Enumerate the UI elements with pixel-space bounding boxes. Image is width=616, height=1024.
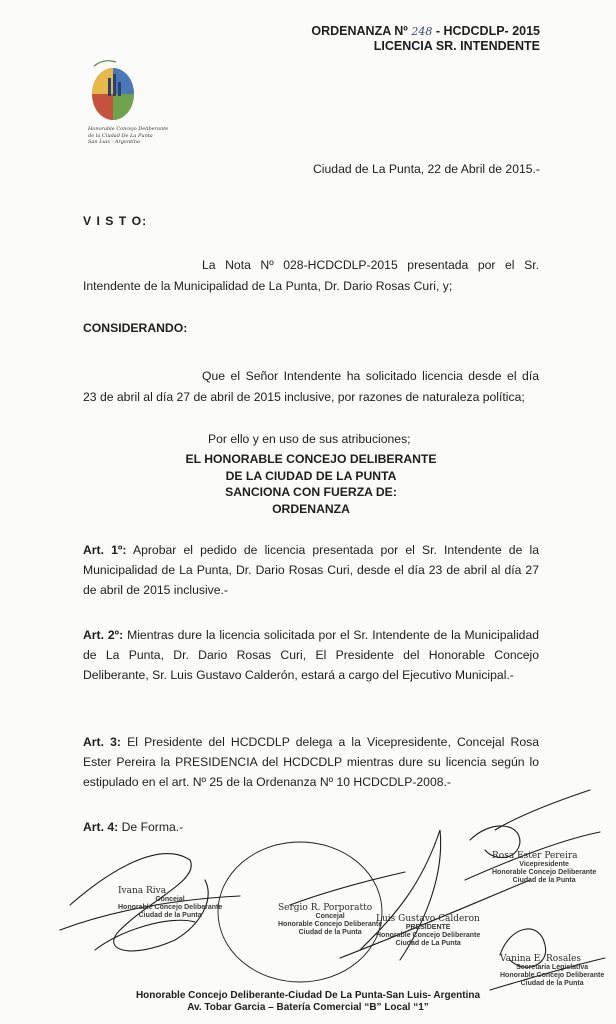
considerando-line-1: Que el Señor Intendente ha solicitado licencia desde el día <box>202 369 539 383</box>
logo-caption: Honorable Concejo Deliberante de la Ciudad De La Punta San Luis - Argentina <box>88 126 169 145</box>
article-label: Art. 3: <box>83 735 121 749</box>
ordinance-prefix: ORDENANZA Nº <box>311 24 408 38</box>
resolution-intro: Por ello y en uso de sus atribuciones; <box>208 432 411 446</box>
article-text: Mientras dure la licencia solicitada por el Sr. Intendente de la Municipalidad de La Punta, Dr. Dario Rosas Curi, El Presidente del Honorable Concejo Deliberante, Sr. Luis Gustavo Calderón, estará a cargo del Ejecutivo Municipal.- <box>83 628 540 682</box>
signature-calderon: Luis Gustavo Calderon PRESIDENTE Honorable Concejo Deliberante Ciudad de La Punta <box>376 914 481 947</box>
resolution-body: EL HONORABLE CONCEJO DELIBERANTE DE LA CIUDAD DE LA PUNTA SANCIONA CON FUERZA DE: ORDENANZA <box>185 452 437 516</box>
footer-line-1: Honorable Concejo Deliberante-Ciudad De La Punta-San Luis- Argentina <box>135 990 481 1001</box>
considerando-heading: CONSIDERANDO: <box>83 321 188 335</box>
visto-line-1: La Nota Nº 028-HCDCDLP-2015 presentada por el Sr. <box>202 258 539 272</box>
signature-rosales: Vanina E. Rosales Secretaria Legislativa Honorable Concejo Deliberante Ciudad de la Punta <box>500 954 605 987</box>
article-text: De Forma.- <box>121 820 184 834</box>
article-text: El Presidente del HCDCDLP delega a la Vicepresidente, Concejal Rosa Ester Pereira la PRESIDENCIA del HCDCDLP mientras dure su licencia según lo estipulado en el art. Nº 25 de la Ordenanza Nº 10 HCDCDLP-2008.- <box>83 735 539 789</box>
signature-porporatto: Sergio R. Porporatto Concejal Honorable Concejo Deliberante Ciudad de la Punta <box>278 903 383 936</box>
signature-pereira: Rosa Ester Pereira Vicepresidente Honorable Concejo Deliberante Ciudad de la Punta <box>492 851 597 884</box>
footer-line-2: Av. Tobar Garcia – Batería Comercial “B” Local “1” <box>187 1002 429 1013</box>
article-label: Art. 1º: <box>83 543 127 557</box>
ordinance-suffix: - HCDCDLP- 2015 <box>435 24 540 38</box>
article-label: Art. 2º: <box>83 628 124 642</box>
ordinance-number: 248 <box>411 25 433 38</box>
article-text: Aprobar el pedido de licencia presentada por el Sr. Intendente de la Municipalidad de La Punta, Dr. Dario Rosas Curi, desde el día 23 de abril al día 27 de abril de 2015 inclusive.- <box>83 543 540 597</box>
date-line: Ciudad de La Punta, 22 de Abril de 2015.- <box>313 162 540 176</box>
visto-line-2: Intendente de la Municipalidad de La Punta, Dr. Dario Rosas Curi, y; <box>83 279 453 293</box>
footer <box>0 990 616 1014</box>
article-label: Art. 4: <box>83 820 119 834</box>
considerando-line-2: 23 de abril al día 27 de abril de 2015 inclusive, por razones de naturaleza política; <box>83 390 525 404</box>
visto-heading: V I S T O: <box>83 214 148 228</box>
signature-riva: Ivana Riva Concejal Honorable Concejo Deliberante Ciudad de la Punta <box>118 886 223 919</box>
ordinance-subject: LICENCIA SR. INTENDENTE <box>373 39 540 53</box>
